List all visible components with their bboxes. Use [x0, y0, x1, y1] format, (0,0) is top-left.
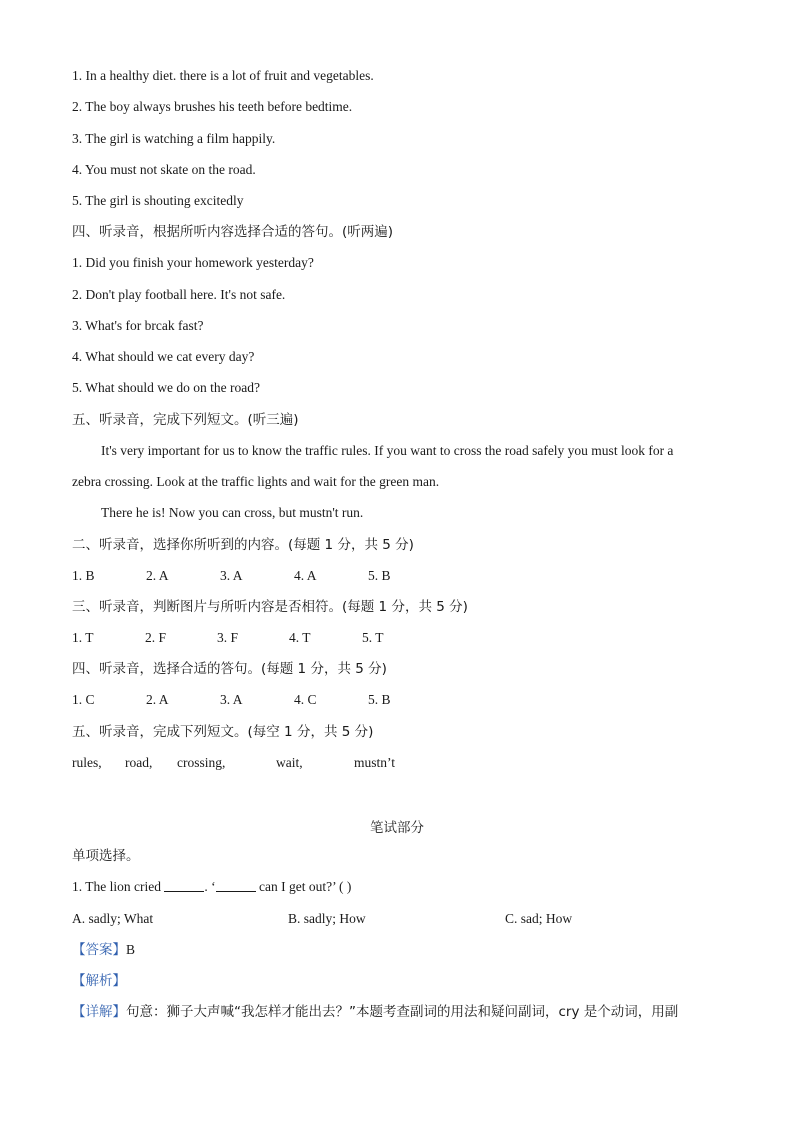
q1-suffix: can I get out?’ ( ): [258, 879, 352, 894]
q1-blank-1: [164, 879, 204, 892]
answer-value: B: [126, 942, 136, 957]
q1-option-c: C. sad; How: [505, 911, 573, 926]
ans-2-3: 3. A: [220, 568, 243, 583]
s3-item-5: 5. The girl is shouting excitedly: [72, 193, 244, 208]
ans-heading-5: 五、听录音，完成下列短文。(每空 1 分，共 5 分): [72, 724, 374, 740]
passage-line-2: zebra crossing. Look at the traffic lights and wait for the green man.: [72, 474, 440, 489]
detail-tag: 【详解】: [72, 1004, 126, 1020]
detail-text: 句意：狮子大声喊“我怎样才能出去？”本题考查副词的用法和疑问副词，cry 是个动词，用副: [126, 1004, 679, 1020]
analysis-line: [72, 972, 126, 990]
ans-3-2: 2. F: [145, 630, 167, 645]
s4-item-5: 5. What should we do on the road?: [72, 380, 260, 395]
ans-heading-3: 三、听录音，判断图片与所听内容是否相符。(每题 1 分，共 5 分): [72, 599, 468, 615]
ans-3-1: 1. T: [72, 630, 94, 645]
mc-heading: 单项选择。: [72, 848, 140, 864]
ans-row-3: [72, 629, 472, 647]
ans-2-4: 4. A: [294, 568, 317, 583]
ans-row-4: [72, 691, 472, 709]
ans-4-3: 3. A: [220, 692, 243, 707]
ans-5-4: wait,: [276, 755, 303, 770]
passage-line-3: There he is! Now you can cross, but mustn't run.: [101, 505, 364, 520]
s4-item-1: 1. Did you finish your homework yesterday?: [72, 255, 314, 270]
analysis-tag: 【解析】: [72, 973, 126, 989]
q1-blank-2: [216, 879, 256, 892]
s4-item-4: 4. What should we cat every day?: [72, 349, 255, 364]
s4-item-3: 3. What's for brcak fast?: [72, 318, 204, 333]
ans-2-1: 1. B: [72, 568, 95, 583]
s3-item-3: 3. The girl is watching a film happily.: [72, 131, 276, 146]
s4-item-2: 2. Don't play football here. It's not safe.: [72, 287, 286, 302]
ans-heading-2: 二、听录音，选择你所听到的内容。(每题 1 分，共 5 分): [72, 537, 414, 553]
q1-option-a: A. sadly; What: [72, 911, 154, 926]
passage-line-1: It's very important for us to know the traffic rules. If you want to cross the road safely you must look for a: [101, 443, 674, 458]
q1-options: [72, 910, 632, 928]
ans-4-5: 5. B: [368, 692, 391, 707]
ans-heading-4: 四、听录音，选择合适的答句。(每题 1 分，共 5 分): [72, 661, 387, 677]
q1-option-b: B. sadly; How: [288, 911, 366, 926]
ans-2-2: 2. A: [146, 568, 169, 583]
s3-item-2: 2. The boy always brushes his teeth before bedtime.: [72, 99, 353, 114]
ans-3-5: 5. T: [362, 630, 384, 645]
written-section-title: 笔试部分: [370, 820, 424, 836]
ans-4-4: 4. C: [294, 692, 317, 707]
ans-5-2: road,: [125, 755, 153, 770]
ans-3-4: 4. T: [289, 630, 311, 645]
question-1: [72, 878, 351, 896]
ans-5-1: rules,: [72, 755, 102, 770]
ans-row-2: [72, 567, 472, 585]
s4-heading: 四、听录音，根据所听内容选择合适的答句。(听两遍): [72, 224, 394, 240]
answer-line: [72, 941, 135, 959]
ans-5-3: crossing,: [177, 755, 226, 770]
ans-4-1: 1. C: [72, 692, 95, 707]
ans-3-3: 3. F: [217, 630, 239, 645]
q1-prefix: 1. The lion cried: [72, 879, 161, 894]
detail-line: [72, 1003, 678, 1021]
ans-4-2: 2. A: [146, 692, 169, 707]
ans-row-5: [72, 754, 472, 772]
q1-mid: . ‘: [204, 879, 216, 894]
ans-2-5: 5. B: [368, 568, 391, 583]
s3-item-4: 4. You must not skate on the road.: [72, 162, 256, 177]
ans-5-5: mustn’t: [354, 755, 396, 770]
s3-item-1: 1. In a healthy diet. there is a lot of fruit and vegetables.: [72, 68, 374, 83]
s5-heading: 五、听录音，完成下列短文。(听三遍): [72, 412, 299, 428]
answer-tag: 【答案】: [72, 942, 126, 958]
